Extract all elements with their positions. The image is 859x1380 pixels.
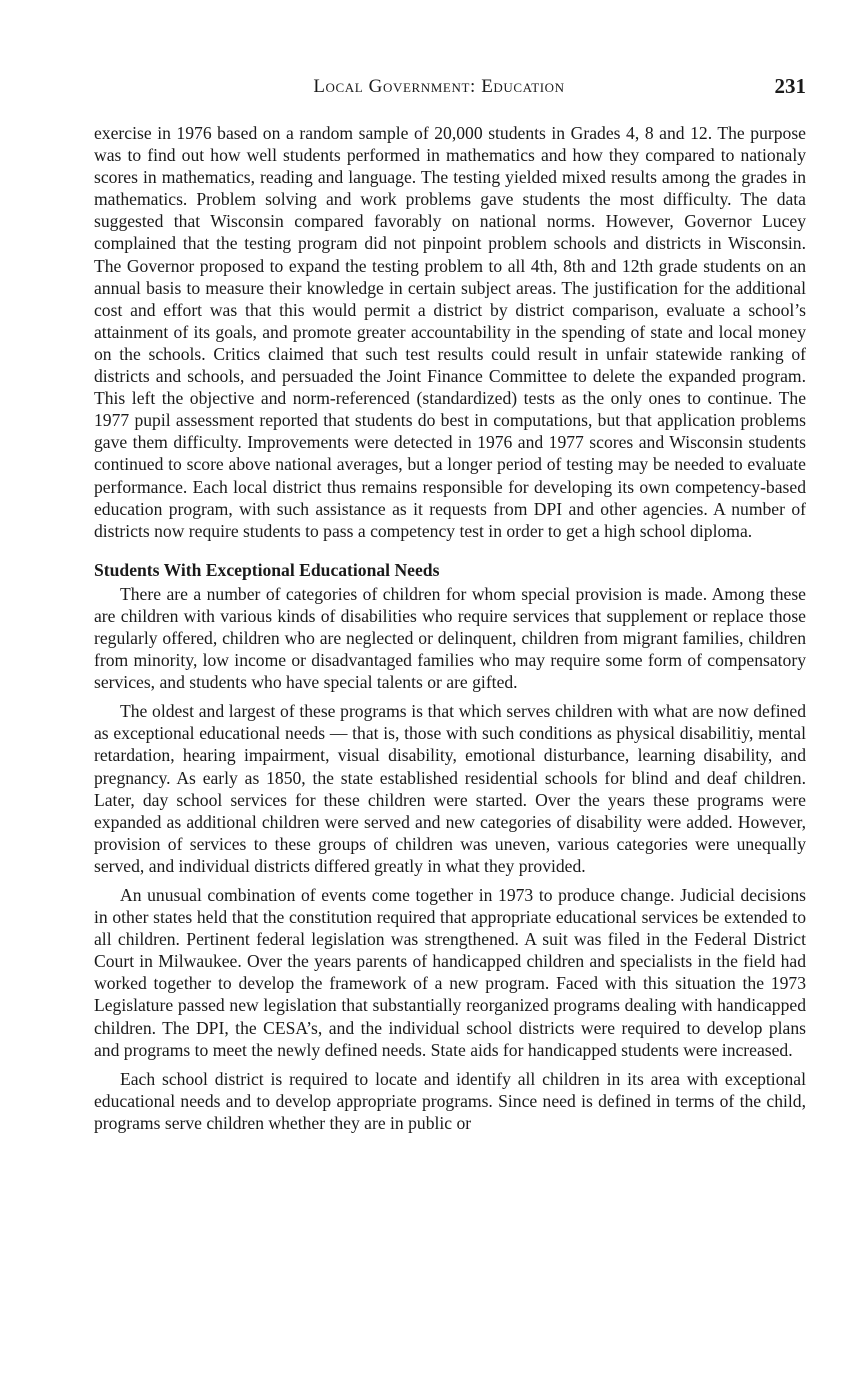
body-text xyxy=(94,122,806,1134)
page-number: 231 xyxy=(774,74,806,98)
section-paragraph-1: There are a number of categories of children for whom special provision is made. Among these are children with various kinds of disabilities who require services that supplement or replace those regularly offered, children who are neglected or delinquent, children from migrant families, children from minority, low income or disadvantaged families who may require some form of compensatory services, and students who have special talents or are gifted. xyxy=(94,583,806,693)
section-paragraph-2: The oldest and largest of these programs is that which serves children with what are now defined as exceptional educational needs — that is, those with such conditions as physical disabilitiy, mental retardation, hearing impairment, visual disability, emotional disturbance, learning disability, and pregnancy. As early as 1850, the state established residential schools for blind and deaf children. Later, day school services for these children were started. Over the years these programs were expanded as additional children were served and new categories of disability were added. However, provision of services to these groups of children was uneven, various categories were unequally served, and individual districts differed greatly in what they provided. xyxy=(94,701,806,876)
running-title: Local Government: Education xyxy=(313,76,565,97)
section-paragraph-4: Each school district is required to locate and identify all children in its area with exceptional educational needs and to develop appropriate programs. Since need is defined in terms of the child, programs serve children whether they are in public or xyxy=(94,1068,806,1133)
intro-paragraph: exercise in 1976 based on a random sample of 20,000 students in Grades 4, 8 and 12. The purpose was to find out how well students performed in mathematics and how they compared to nationaly scores in mathematics, reading and language. The testing yielded mixed results among the grades in mathematics. Problem solving and work problems gave students the most difficulty. The data suggested that Wisconsin compared favorably on national norms. However, Governor Lucey complained that the testing program did not pinpoint problem schools and districts in Wisconsin. The Governor proposed to expand the testing problem to all 4th, 8th and 12th grade students on an annual basis to measure their knowledge in certain subject areas. The justification for the additional cost and effort was that this would permit a district by district comparison, evaluate a school’s attainment of its goals, and promote greater accountability in the spending of state and local money on the schools. Critics claimed that such test results could result in unfair statewide ranking of districts and schools, and persuaded the Joint Finance Committee to delete the expanded program. This left the objective and norm-referenced (standardized) tests as the only ones to continue. The 1977 pupil assessment reported that students do best in computations, but that application problems gave them difficulty. Improvements were detected in 1976 and 1977 scores and Wisconsin students continued to score above national averages, but a longer period of testing may be needed to evaluate performance. Each local district thus remains responsible for developing its own competency-based education program, with such assistance as it requests from DPI and other agencies. A number of districts now require students to pass a competency test in order to get a high school diploma. xyxy=(94,123,806,541)
section-heading: Students With Exceptional Educational Needs xyxy=(94,559,440,580)
section-paragraph-3: An unusual combination of events come together in 1973 to produce change. Judicial decisions in other states held that the constitution required that appropriate educational services be extended to all children. Pertinent federal legislation was strengthened. A suit was filed in the Federal District Court in Milwaukee. Over the years parents of handicapped children and specialists in the field had worked together to develop the framework of a new program. Faced with this situation the 1973 Legislature passed new legislation that substantially reorganized programs dealing with handicapped children. The DPI, the CESA’s, and the individual school districts were required to develop plans and programs to meet the newly defined needs. State aids for handicapped students were increased. xyxy=(94,885,806,1060)
running-header xyxy=(94,74,806,102)
